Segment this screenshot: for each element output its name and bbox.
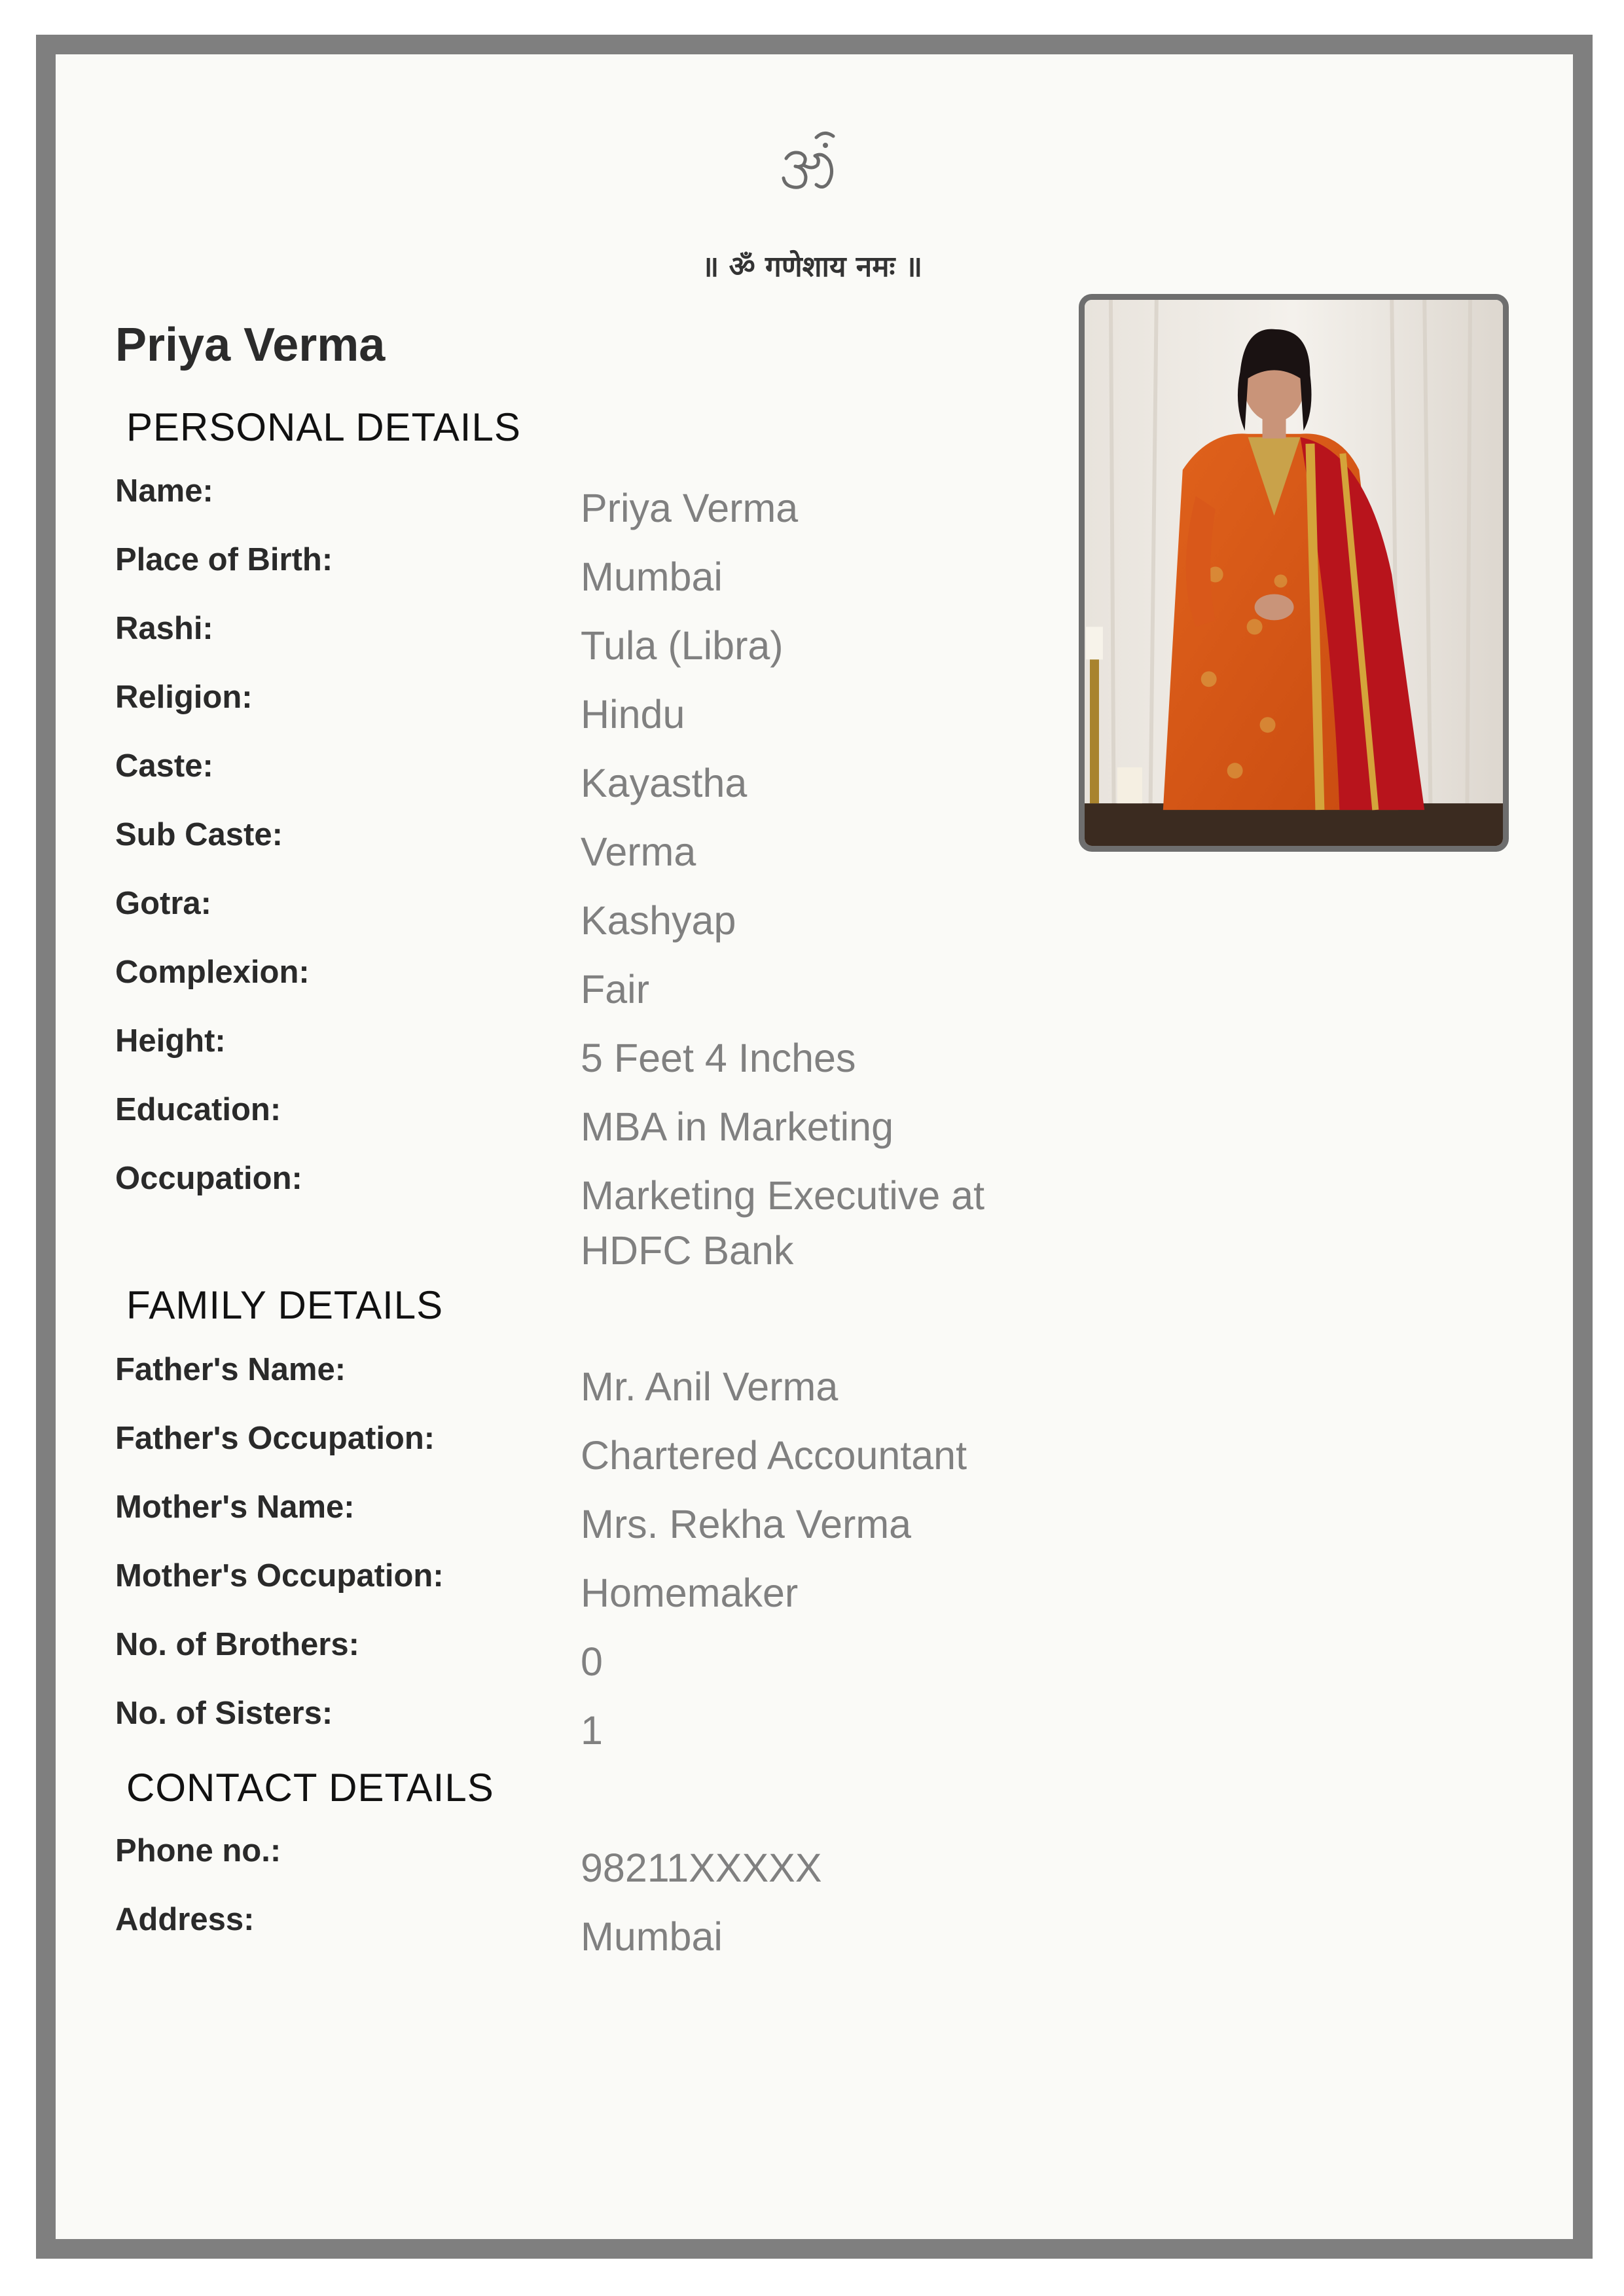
detail-label: Name: bbox=[115, 473, 213, 509]
detail-value: Marketing Executive at HDFC Bank bbox=[581, 1173, 985, 1273]
detail-label: Sub Caste: bbox=[115, 817, 283, 852]
detail-value: 1 bbox=[581, 1708, 603, 1753]
detail-label: Mother's Occupation: bbox=[115, 1558, 444, 1594]
detail-value: Mrs. Rekha Verma bbox=[581, 1502, 912, 1546]
detail-label: Education: bbox=[115, 1092, 281, 1127]
detail-label: Phone no.: bbox=[115, 1833, 281, 1868]
detail-label: Occupation: bbox=[115, 1161, 302, 1196]
detail-label: Complexion: bbox=[115, 955, 310, 990]
detail-label: Place of Birth: bbox=[115, 542, 333, 577]
profile-name: Priya Verma bbox=[115, 319, 386, 371]
detail-value: Kashyap bbox=[581, 898, 736, 943]
detail-value: Kayastha bbox=[581, 761, 748, 805]
detail-value: 0 bbox=[581, 1639, 603, 1684]
detail-label: Religion: bbox=[115, 680, 253, 715]
detail-label: Height: bbox=[115, 1023, 226, 1059]
detail-value: Hindu bbox=[581, 692, 685, 737]
detail-value: 98211XXXXX bbox=[581, 1846, 822, 1890]
detail-label: Gotra: bbox=[115, 886, 211, 921]
contact-details-heading: CONTACT DETAILS bbox=[126, 1766, 494, 1810]
detail-label: Father's Name: bbox=[115, 1352, 346, 1387]
family-details-heading: FAMILY DETAILS bbox=[126, 1283, 444, 1327]
detail-label: Address: bbox=[115, 1902, 255, 1937]
detail-value: Mumbai bbox=[581, 555, 723, 599]
detail-value: Chartered Accountant bbox=[581, 1433, 967, 1478]
detail-value: Mr. Anil Verma bbox=[581, 1364, 839, 1409]
detail-label: Rashi: bbox=[115, 611, 213, 646]
profile-photo bbox=[1079, 294, 1509, 852]
detail-value: Fair bbox=[581, 967, 650, 1011]
detail-value: Homemaker bbox=[581, 1571, 799, 1615]
detail-value: Priya Verma bbox=[581, 486, 799, 530]
invocation-text: ॥ ॐ गणेशाय नमः ॥ bbox=[701, 250, 923, 283]
om-icon bbox=[780, 124, 839, 196]
detail-value: Verma bbox=[581, 829, 696, 874]
personal-details-heading: PERSONAL DETAILS bbox=[126, 405, 521, 449]
detail-label: Caste: bbox=[115, 748, 213, 784]
detail-value: 5 Feet 4 Inches bbox=[581, 1036, 856, 1080]
detail-value: Mumbai bbox=[581, 1914, 723, 1959]
detail-label: Father's Occupation: bbox=[115, 1421, 435, 1456]
detail-value: Tula (Libra) bbox=[581, 623, 784, 668]
detail-value: MBA in Marketing bbox=[581, 1104, 894, 1149]
detail-label: No. of Sisters: bbox=[115, 1696, 333, 1731]
detail-label: Mother's Name: bbox=[115, 1489, 355, 1525]
detail-label: No. of Brothers: bbox=[115, 1627, 359, 1662]
